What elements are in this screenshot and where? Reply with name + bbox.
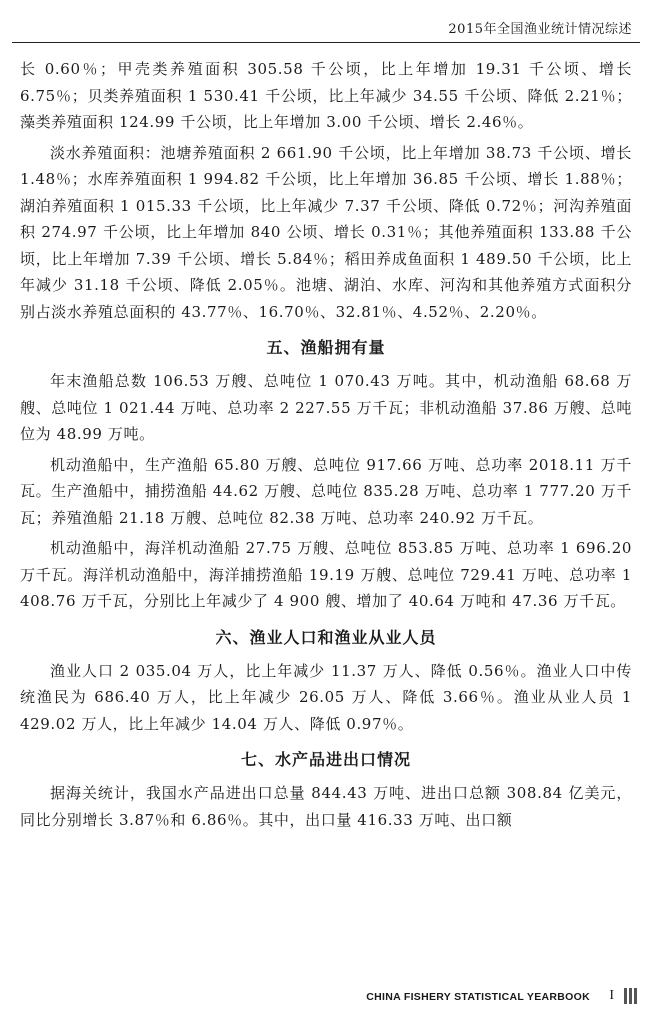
page-body [20,56,632,837]
paragraph-continued: 长 0.60％；甲壳类养殖面积 305.58 千公顷，比上年增加 19.31 千公顷、增长 6.75％；贝类养殖面积 1 530.41 千公顷，比上年减少 34.55 千公顷、降低 2.21％；藻类养殖面积 124.99 千公顷，比上年增加 3.00 千公顷、增长 2.46％。 [20,60,632,131]
header-rule [12,42,640,43]
paragraph-population: 渔业人口 2 035.04 万人，比上年减少 11.37 万人、降低 0.56％。渔业人口中传统渔民为 686.40 万人，比上年减少 26.05 万人、降低 3.66％。渔业从业人员 1 429.02 万人，比上年减少 14.04 万人、降低 0.97％。 [20,661,632,733]
page-number-mark: I [609,988,614,1003]
page-footer [0,984,652,1024]
paragraph-freshwater-area: 淡水养殖面积：池塘养殖面积 2 661.90 千公顷，比上年增加 38.73 千公顷、增长 1.48％；水库养殖面积 1 994.82 千公顷，比上年增加 36.85 千公顷、增长 1.88％；湖泊养殖面积 1 015.33 千公顷，比上年减少 7.37 千公顷、降低 0.72％；河沟养殖面积 274.97 千公顷，比上年增加 840 公顷、增长 0.31％；其他养殖面积 133.88 千公顷，比上年增加 7.39 千公顷、增长 5.84％；稻田养成鱼面积 1 489.50 千公顷，比上年减少 31.18 千公顷、降低 2.05％。池塘、湖泊、水库、河沟和其他养殖方式面积分别占淡水养殖总面积的 43.77％、16.70％、32.81％、4.52％、2.20％。 [20,143,632,321]
paragraph-vessels-production: 机动渔船中，生产渔船 65.80 万艘、总吨位 917.66 万吨、总功率 2018.11 万千瓦。生产渔船中，捕捞渔船 44.62 万艘、总吨位 835.28 万吨、总功率 1 777.20 万千瓦；养殖渔船 21.18 万艘、总吨位 82.38 万吨、总功率 240.92 万千瓦。 [20,455,632,527]
running-title: 2015年全国渔业统计情况综述 [448,22,632,37]
section-heading-fishing-vessels: 五、渔船拥有量 [266,338,386,357]
page-header [0,0,652,44]
footer-yearbook-title: CHINA FISHERY STATISTICAL YEARBOOK [366,991,590,1003]
footer-decorative-bar [624,988,638,1004]
paragraph-vessels-total: 年末渔船总数 106.53 万艘、总吨位 1 070.43 万吨。其中，机动渔船 68.68 万艘、总吨位 1 021.44 万吨、总功率 2 227.55 万千瓦；非机动渔船 37.86 万艘、总吨位为 48.99 万吨。 [20,372,632,443]
section-heading-import-export: 七、水产品进出口情况 [240,750,411,769]
paragraph-vessels-marine: 机动渔船中，海洋机动渔船 27.75 万艘、总吨位 853.85 万吨、总功率 1 696.20 万千瓦。海洋机动渔船中，海洋捕捞渔船 19.19 万艘、总吨位 729.41 万吨、总功率 1 408.76 万千瓦，分别比上年减少了 4 900 艘、增加了 40.64 万吨和 47.36 万千瓦。 [20,539,632,610]
section-heading-fishery-population: 六、渔业人口和渔业从业人员 [215,627,437,647]
paragraph-import-export: 据海关统计，我国水产品进出口总量 844.43 万吨、进出口总额 308.84 亿美元，同比分别增长 3.87％和 6.86％。其中，出口量 416.33 万吨、出口额 [20,784,632,829]
